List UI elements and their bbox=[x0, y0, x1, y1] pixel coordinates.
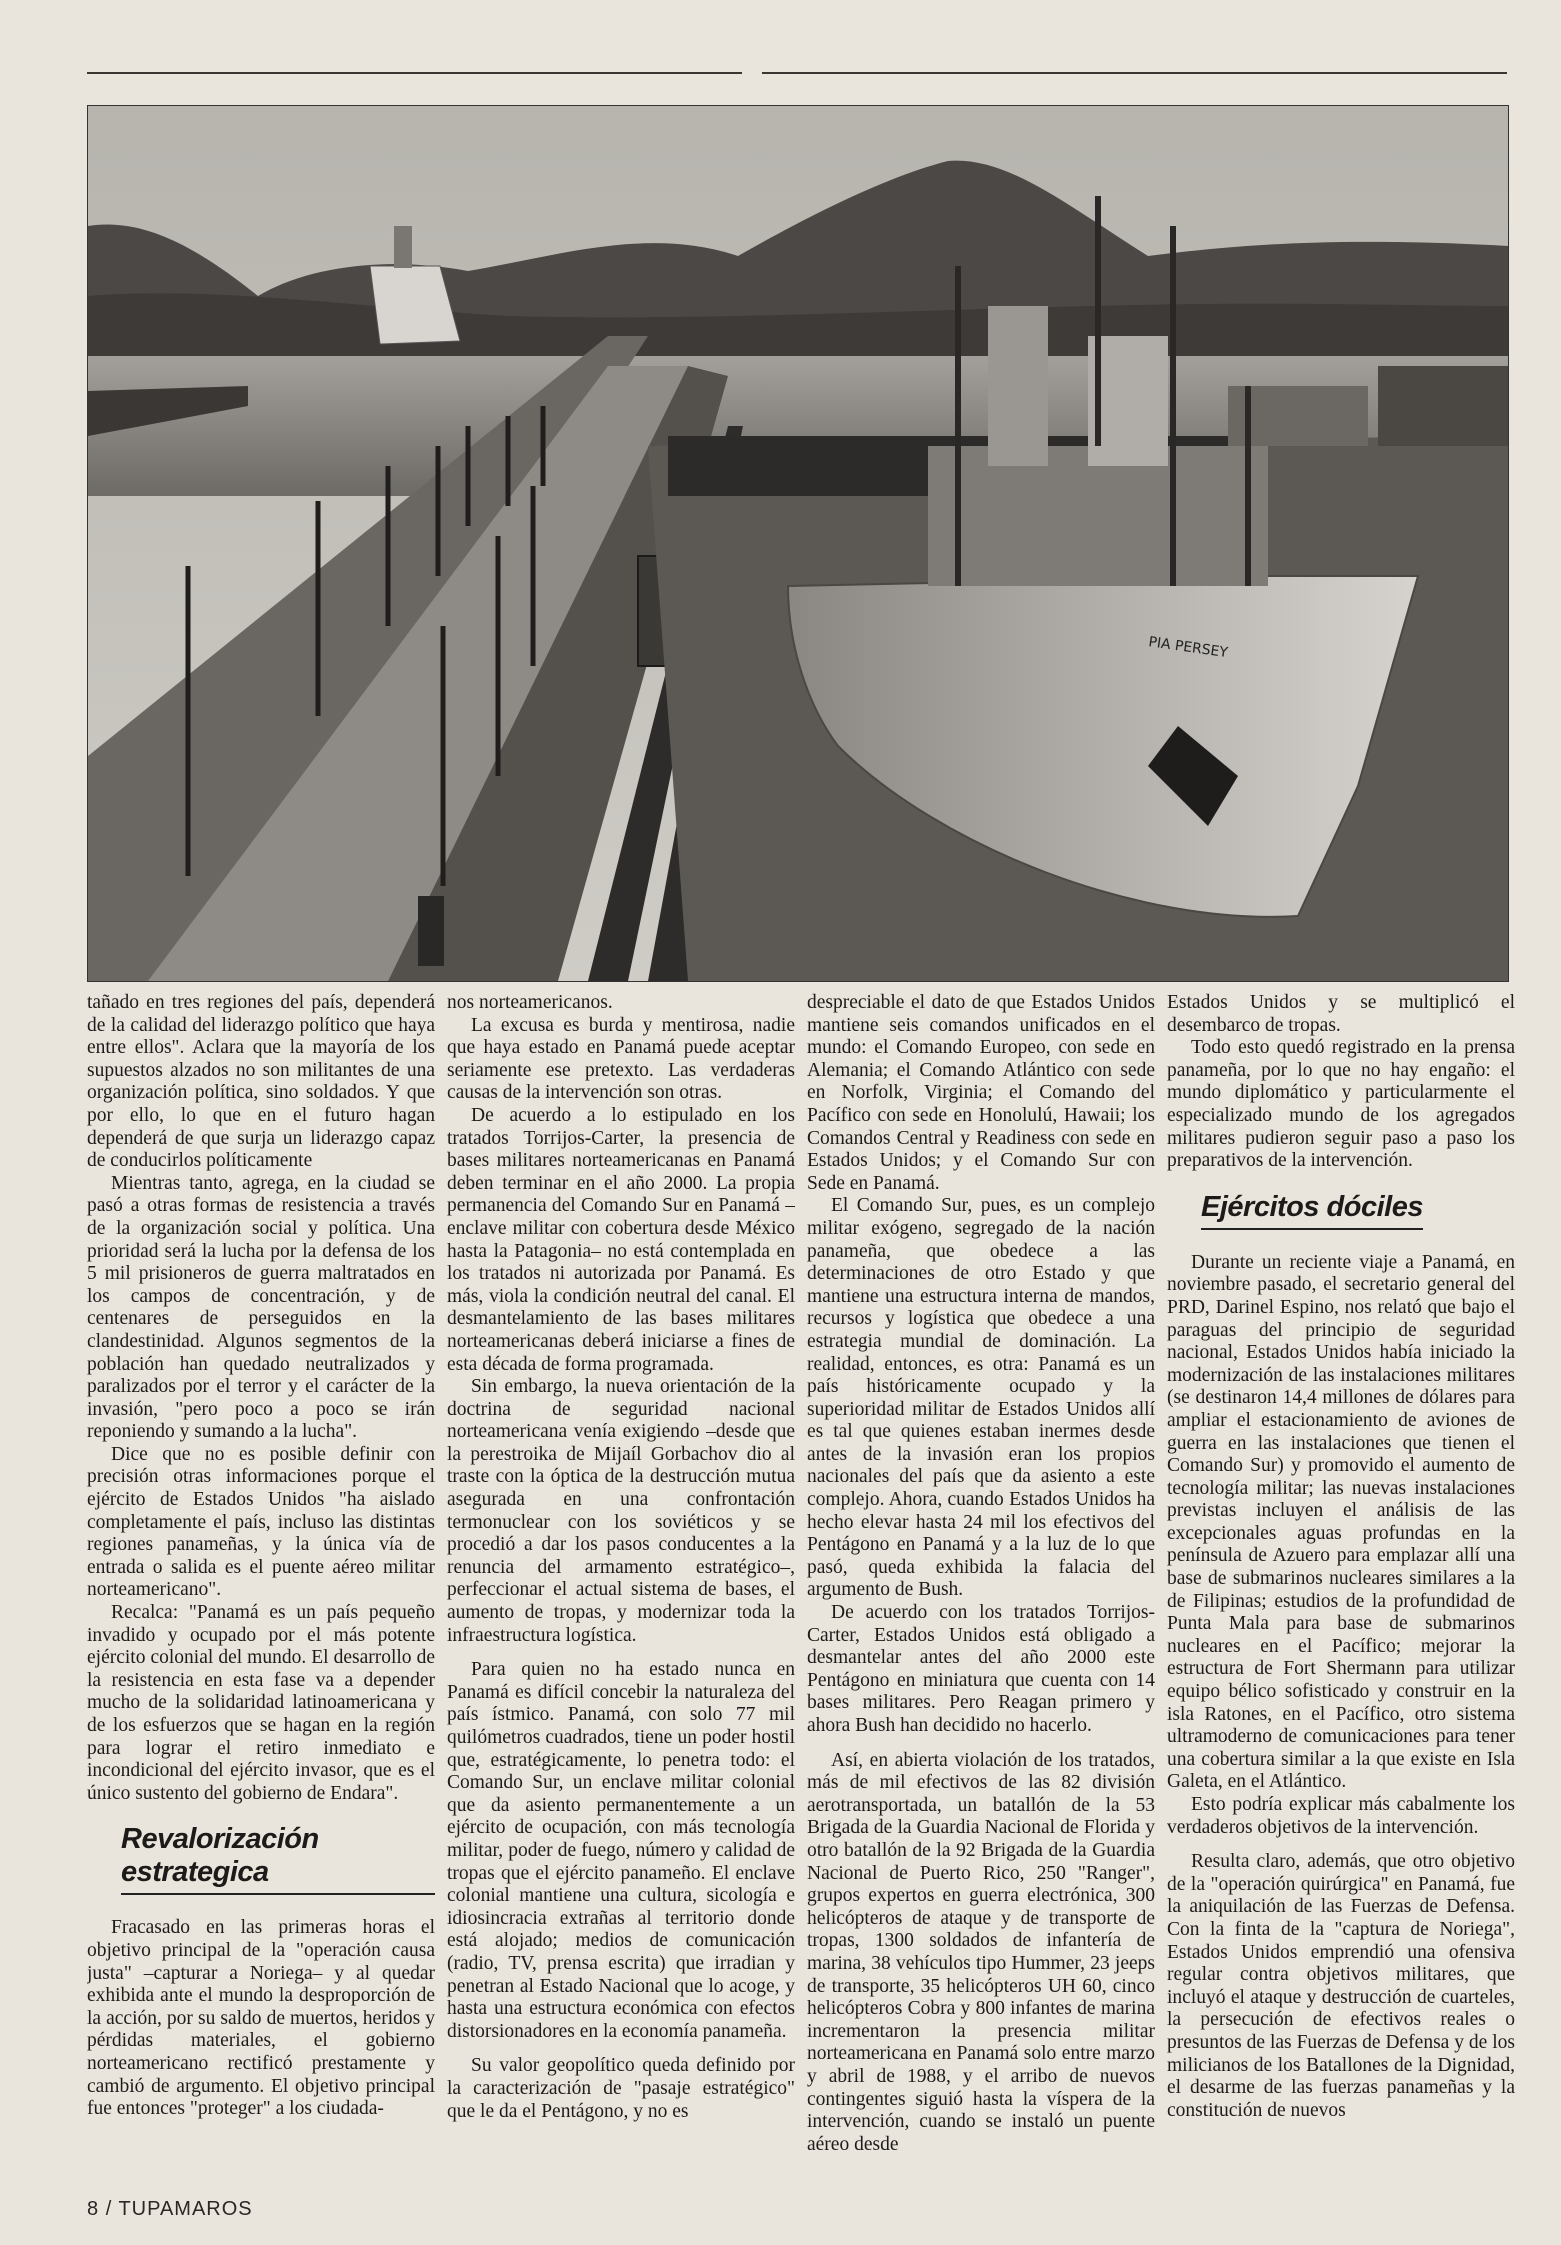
canal-lock-photo bbox=[87, 105, 1509, 982]
page-footer bbox=[87, 2198, 253, 2221]
subheading-revalorizacion: Revalorización estrategica bbox=[121, 1823, 435, 1895]
article-column-1 bbox=[87, 992, 435, 2180]
paragraph: Su valor geopolítico queda definido por la caracterización de "pasaje estratégico" que le da el Pentágono, y no es bbox=[447, 2055, 795, 2122]
paragraph: Estados Unidos y se multiplicó el desembarco de tropas. bbox=[1167, 992, 1515, 1036]
footer-separator: / bbox=[105, 2198, 113, 2220]
paragraph: Durante un reciente viaje a Panamá, en noviembre pasado, el secretario general del PRD, Darinel Espino, nos relató que bajo el paraguas del principio de seguridad nacional, Estados Unidos había iniciado la modernización de las instalaciones militares (se destinaron 14,4 millones de dólares para ampliar el estacionamiento de aviones de guerra en las instalaciones que tienen el Comando Sur) y promovido el aumento de tecnología militar; las nuevas instalaciones previstas incluyen el análisis de las excepcionales aguas profundas en la península de Azuero para emplazar allí una base de submarinos nucleares similares a la de Filipinas; estudios de la profundidad de Punta Mala para base de submarinos nucleares en el Pacífico; mejorar la estructura de Fort Shermann para utilizar equipo bélico sofisticado y construir en la isla Ratones, en el Pacífico, otro sistema ultramoderno de comunicaciones para tener una cobertura similar a la que existe en Isla Galeta, en el Atlántico. bbox=[1167, 1251, 1515, 1793]
article-column-3 bbox=[807, 992, 1155, 2180]
paragraph: tañado en tres regiones del país, dependerá de la calidad del liderazgo político que haya entre ellos". Aclara que la mayoría de los supuestos alzados no son militantes de una organización política, sino soldados. Y que por ello, lo que en el futuro hagan dependerá de que surja un liderazgo capaz de conducirlos políticamente bbox=[87, 992, 435, 1172]
header-rule-left bbox=[87, 72, 742, 74]
paragraph: El Comando Sur, pues, es un complejo militar exógeno, segregado de la nación panameña, que obedece a las determinaciones de otro Estado y que mantiene una estructura interna de mandos, recursos y logística que obedece a una estrategia mundial de dominación. La realidad, entonces, es otra: Panamá es un país históricamente ocupado y la superioridad militar de Estados Unidos allí es tal que quienes estaban inermes desde antes de la invasión eran los propios nacionales del país que da asiento a este complejo. Ahora, cuando Estados Unidos ha hecho elevar hasta 24 mil los efectivos del Pentágono en Panamá y a la luz de lo que pasó, queda exhibida la falacia del argumento de Bush. bbox=[807, 1195, 1155, 1601]
publication-name: TUPAMAROS bbox=[118, 2198, 253, 2220]
page-number: 8 bbox=[87, 2198, 100, 2220]
article-column-4 bbox=[1167, 992, 1515, 2180]
paragraph: Así, en abierta violación de los tratados, más de mil efectivos de las 82 división aerotransportada, un batallón de la 53 Brigada de la Guardia Nacional de Florida y otro batallón de la 92 Brigada de la Guardia Nacional de Puerto Rico, 250 "Ranger", grupos expertos en guerra electrónica, 300 helicópteros de ataque y de transporte de tropas, 1300 soldados de infantería de marina, 38 vehículos tipo Hummer, 23 jeeps de transporte, 35 helicópteros UH 60, cinco helicópteros Cobra y 800 infantes de marina incrementaron la presencia militar norteamericana en Panamá solo entre marzo y abril de 1988, y el arribo de nuevos contingentes siguió hasta la víspera de la intervención, cuando se instaló un puente aéreo desde bbox=[807, 1749, 1155, 2155]
header-rule-right bbox=[762, 72, 1507, 74]
paragraph: Sin embargo, la nueva orientación de la doctrina de seguridad nacional norteamericana venía exigiendo –desde que la perestroika de Mijaíl Gorbachov dio al traste con la óptica de la destrucción mutua asegurada en una confrontación termonuclear con los soviéticos y se procedió a dar los pasos conducentes a la renuncia del armamento estratégico–, perfeccionar el actual sistema de bases, el aumento de tropas, y modernizar toda la infraestructura logística. bbox=[447, 1376, 795, 1646]
paragraph: La excusa es burda y mentirosa, nadie que haya estado en Panamá puede aceptar seriamente ese pretexto. Las verdaderas causas de la intervención son otras. bbox=[447, 1014, 795, 1104]
paragraph: Para quien no ha estado nunca en Panamá es difícil concebir la naturaleza del país ístmico. Panamá, con solo 77 mil quilómetros cuadrados, tiene un poder hostil que, estratégicamente, lo penetra todo: el Comando Sur, un enclave militar colonial que da asiento permanentemente a un ejército de ocupación, con más tecnología militar, poder de fuego, número y calidad de tropas que el ejército panameño. El enclave colonial mantiene una cultura, sicología e idiosincracia extrañas al territorio donde está alojado; medios de comunicación (radio, TV, prensa escrita) que irradian y penetran al Estado Nacional que lo acoge, y hasta una estructura económica con efectos distorsionadores en la economía panameña. bbox=[447, 1659, 795, 2042]
paragraph: nos norteamericanos. bbox=[447, 992, 613, 1013]
paragraph: De acuerdo con los tratados Torrijos-Carter, Estados Unidos está obligado a desmantelar antes del año 2000 este Pentágono en miniatura que cuenta con 14 bases militares. Pero Reagan primero y ahora Bush han decidido no hacerlo. bbox=[807, 1602, 1155, 1736]
article-column-2 bbox=[447, 992, 795, 2180]
subheading-ejercitos-dociles: Ejércitos dóciles bbox=[1201, 1191, 1423, 1230]
paragraph: Dice que no es posible definir con precisión otras informaciones porque el ejército de Estados Unidos "ha aislado completamente el país, incluso las distintas regiones panameñas, y la única vía de entrada o salida es el puente aéreo militar norteamericano". bbox=[87, 1443, 435, 1601]
paragraph: despreciable el dato de que Estados Unidos mantiene seis comandos unificados en el mundo: el Comando Europeo, con sede en Alemania; el Comando Atlántico con sede en Norfolk, Virginia; el Comando del Pacífico con sede en Honolulú, Hawaii; los Comandos Central y Readiness con sede en Estados Unidos; y el Comando Sur con Sede en Panamá. bbox=[807, 992, 1155, 1194]
paragraph: De acuerdo a lo estipulado en los tratados Torrijos-Carter, la presencia de bases militares norteamericanas en Panamá deben terminar en el año 2000. La propia permanencia del Comando Sur en Panamá –enclave militar con cobertura desde México hasta la Patagonia– no está contemplada en los tratados ni autorizada por Panamá. Es más, viola la condición neutral del canal. El desmantelamiento de las bases militares norteamericanas deberá iniciarse a fines de esta década de forma programada. bbox=[447, 1104, 795, 1375]
paragraph: Todo esto quedó registrado en la prensa panameña, por lo que no hay engaño: el mundo diplomático y particularmente el especializado mundo de los agregados militares pudieron seguir paso a paso los preparativos de la intervención. bbox=[1167, 1037, 1515, 1172]
paragraph: Esto podría explicar más cabalmente los verdaderos objetivos de la intervención. bbox=[1167, 1794, 1515, 1838]
paragraph: Resulta claro, además, que otro objetivo de la "operación quirúrgica" en Panamá, fue la aniquilación de las Fuerzas de Defensa. Con la finta de la "captura de Noriega", Estados Unidos emprendió una ofensiva regular contra objetivos militares, que incluyó el ataque y destrucción de cuarteles, la persecución de efectivos reales o presuntos de las Fuerzas de Defensa y de los milicianos de los Batallones de la Dignidad, el desarme de las fuerzas panameñas y la constitución de nuevos bbox=[1167, 1851, 1515, 2121]
paragraph: Fracasado en las primeras horas el objetivo principal de la "operación causa justa" –capturar a Noriega– y al quedar exhibida ante el mundo la desproporción de la acción, por su saldo de muertos, heridos y pérdidas materiales, el gobierno norteamericano rectificó prestamente y cambió de argumento. El objetivo principal fue entonces "proteger" a los ciudada- bbox=[87, 1917, 435, 2120]
paragraph: Recalca: "Panamá es un país pequeño invadido y ocupado por el más potente ejército colonial del mundo. El desarrollo de la resistencia en esta fase va a depender mucho de la solidaridad latinoamericana y de los esfuerzos que se hagan en la región para lograr el retiro inmediato e incondicional del ejército invasor, que es el único sustento del gobierno de Endara". bbox=[87, 1602, 435, 1804]
ship-name: PIA PERSEY bbox=[1147, 634, 1229, 662]
paragraph: Mientras tanto, agrega, en la ciudad se pasó a otras formas de resistencia a través de la organización social y política. Una prioridad será la lucha por la defensa de los 5 mil prisioneros de guerra maltratados en los campos de concentración, y de centenares de perseguidos en la clandestinidad. Algunos segmentos de la población han quedado neutralizados y paralizados por el terror y el carácter de la invasión, "pero poco a poco se irán reponiendo y sumando a la lucha". bbox=[87, 1172, 435, 1443]
